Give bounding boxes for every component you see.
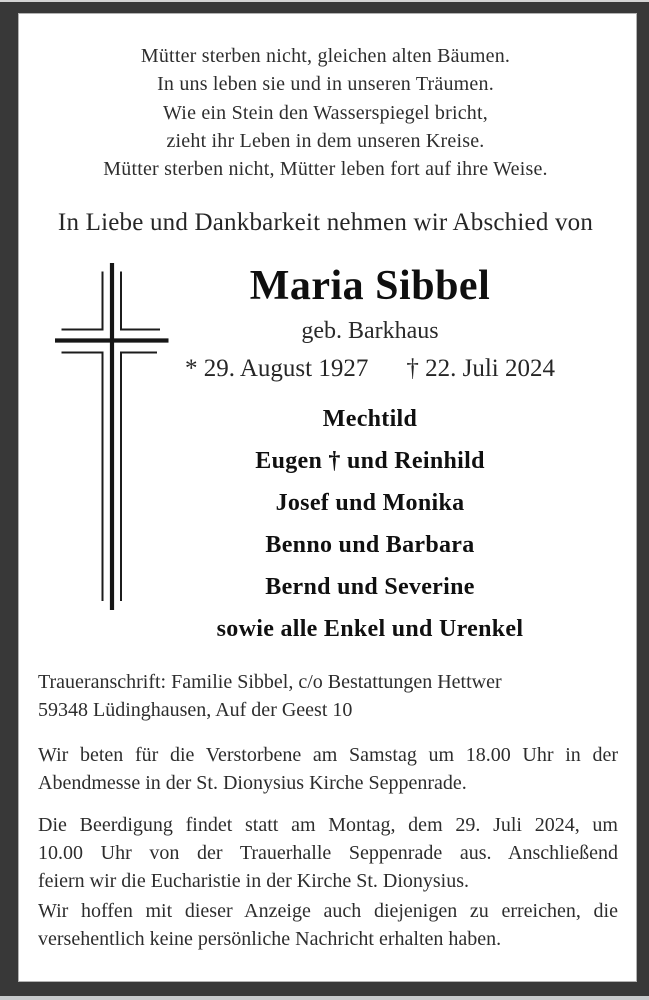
- life-dates: [120, 353, 620, 384]
- mourner-line: Eugen † und Reinhild: [255, 448, 485, 474]
- farewell-line: In Liebe und Dankbarkeit nehmen wir Abschied von: [57, 209, 594, 236]
- poem-line: Wie ein Stein den Wasserspiegel bricht,: [163, 101, 488, 124]
- poem-line: In uns leben sie und in unseren Träumen.: [157, 73, 494, 96]
- burial-line-3: feiern wir die Eucharistie in der Kirche St. Dionysius.: [38, 870, 469, 892]
- burial-paragraph: [38, 811, 618, 895]
- mourner-line: Mechtild: [322, 406, 418, 432]
- frame-bottom-light-edge: [0, 996, 649, 1000]
- burial-line-2: 10.00 Uhr von der Trauerhalle Seppenrade aus. Anschließend: [38, 842, 618, 864]
- poem-line: zieht ihr Leben in dem unseren Kreise.: [166, 129, 485, 152]
- frame-top-bar: [0, 2, 649, 13]
- mourning-address: [38, 668, 618, 724]
- frame-top-light-edge: [0, 0, 649, 2]
- mourner-line: Bernd und Severine: [265, 574, 475, 600]
- notice-line-1: Wir hoffen mit dieser Anzeige auch diejenigen zu erreichen, die: [38, 900, 618, 922]
- prayer-line-1: Wir beten für die Verstorbene am Samstag um 18.00 Uhr in der: [38, 744, 618, 766]
- mourner-line: Josef und Monika: [275, 490, 465, 516]
- mourners-list: [120, 398, 620, 650]
- mourner-line: Benno und Barbara: [265, 532, 475, 558]
- poem: [20, 42, 631, 183]
- notice-line-2: versehentlich keine persönliche Nachricht erhalten haben.: [38, 928, 502, 950]
- deceased-name: Maria Sibbel: [249, 263, 491, 309]
- address-line-2: 59348 Lüdinghausen, Auf der Geest 10: [38, 699, 353, 721]
- poem-line: Mütter sterben nicht, gleichen alten Bäumen.: [140, 45, 511, 67]
- frame-bottom-bar: [0, 982, 649, 996]
- frame-right-bar: [637, 0, 649, 1000]
- prayer-line-2: Abendmesse in der St. Dionysius Kirche Seppenrade.: [38, 772, 467, 794]
- address-line-1: Traueranschrift: Familie Sibbel, c/o Bestattungen Hettwer: [38, 671, 502, 693]
- closing-notice-paragraph: [38, 897, 618, 953]
- prayer-paragraph: [38, 741, 618, 797]
- birth-date: * 29. August 1927: [185, 355, 369, 382]
- mourner-line: sowie alle Enkel und Urenkel: [216, 616, 524, 642]
- poem-line: Mütter sterben nicht, Mütter leben fort auf ihre Weise.: [103, 158, 548, 181]
- burial-line-1: Die Beerdigung findet statt am Montag, dem 29. Juli 2024, um: [38, 814, 618, 836]
- frame-left-bar: [0, 0, 18, 1000]
- maiden-name: geb. Barkhaus: [301, 318, 439, 344]
- death-date: † 22. Juli 2024: [406, 355, 555, 382]
